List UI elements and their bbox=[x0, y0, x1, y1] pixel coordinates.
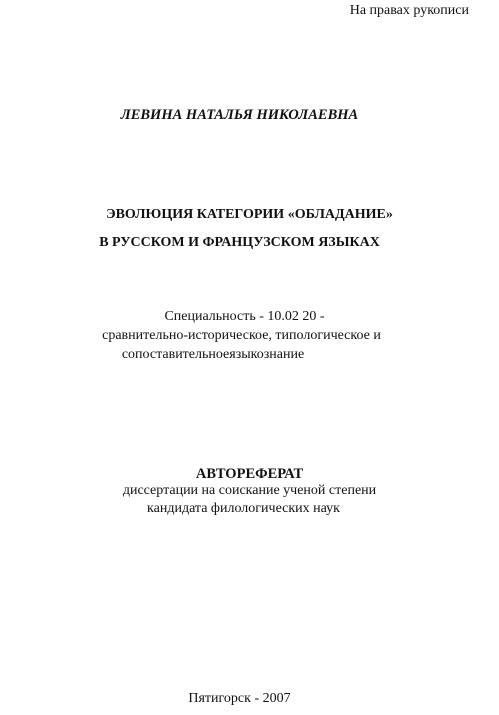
specialty-line-2: сравнительно-историческое, типологическое и bbox=[102, 328, 381, 343]
abstract-heading: АВТОРЕФЕРАТ bbox=[195, 466, 304, 482]
abstract-line-2: кандидата филологических наук bbox=[147, 501, 340, 516]
author-name: ЛЕВИНА НАТАЛЬЯ НИКОЛАЕВНА bbox=[120, 107, 359, 123]
specialty-line-1: Специальность - 10.02 20 - bbox=[164, 309, 325, 324]
rights-note: На правах рукописи bbox=[349, 3, 469, 18]
city-year: Пятигорск - 2007 bbox=[188, 691, 291, 706]
abstract-line-1: диссертации на соискание ученой степени bbox=[122, 483, 377, 498]
title-line-1: ЭВОЛЮЦИЯ КАТЕГОРИИ «ОБЛАДАНИЕ» bbox=[106, 207, 393, 222]
title-line-2: В РУССКОМ И ФРАНЦУЗСКОМ ЯЗЫКАХ bbox=[99, 235, 380, 250]
specialty-line-3: сопоставительноеязыкознание bbox=[121, 347, 305, 362]
